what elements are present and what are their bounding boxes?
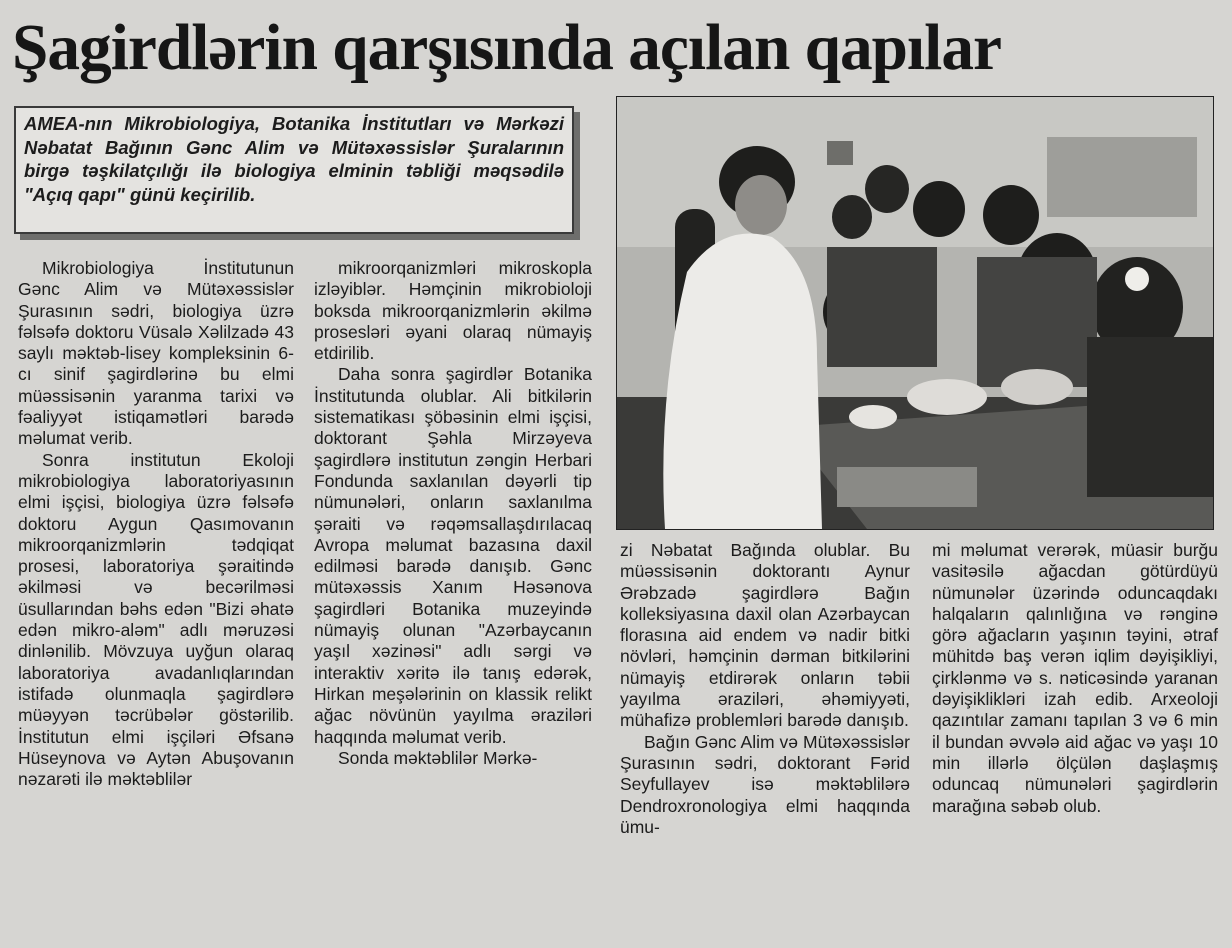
paragraph: zi Nəbatat Bağında olublar. Bu müəssisənin doktorantı Aynur Ərəbzadə şagirdlərə Bağın kolleksiyasına daxil olan Azərbaycan florasına aid endem və nadir bitki növləri, həmçinin dərman bitkilərini nümayiş etdirərək onların təbii yayılma əraziləri, əhəmiyyəti, mühafizə problemləri barədə danışıb. (620, 540, 910, 731)
lead-box (14, 106, 574, 234)
column-4 (932, 540, 1218, 817)
paragraph: mikroorqanizmləri mikroskopla izləyiblər. Həmçinin mikrobioloji boksda mikroorqanizmlərin əkilmə prosesləri əyani olaraq nümayiş etdirilib. (314, 258, 592, 364)
column-3 (620, 540, 910, 838)
column-1 (18, 258, 294, 790)
lead-text: AMEA-nın Mikrobiologiya, Botanika İnstitutları və Mərkəzi Nəbatat Bağının Gənc Alim və Mütəxəssislər Şuralarının birgə təşkilatçılığı ilə biologiya elminin təbliği məqsədilə "Açıq qapı" günü keçirilib. (24, 113, 564, 205)
paragraph: Daha sonra şagirdlər Botanika İnstitutunda olublar. Ali bitkilərin sistematikası şöbəsinin elmi işçisi, doktorant Şəhla Mirzəyeva şagirdlərə institutun zəngin Herbari Fondunda saxlanılan dəyərli tip nümunələri, onların saxlanılma şəraiti və rəqəmsallaşdırılacaq Avropa məlumat bazasına daxil edilməsi barədə danışıb. Gənc mütəxəssis Xanım Həsənova şagirdləri Botanika muzeyində nümayiş olunan "Azərbaycanın yaşıl xəzinəsi" adlı sərgi və interaktiv xəritə ilə tanış edərək, Hirkan meşələrinin on klassik relikt ağac növünün yayılma əraziləri haqqında məlumat verib. (314, 364, 592, 747)
paragraph: Bağın Gənc Alim və Mütəxəssislər Şurasının sədri, doktorant Fərid Seyfullayev isə məktəblilərə Dendroxronologiya elmi haqqında ümu- (620, 731, 910, 837)
paragraph: Mikrobiologiya İnstitutunun Gənc Alim və Mütəxəssislər Şurasının sədri, biologiya üzrə fəlsəfə doktoru Vüsalə Xəlilzadə 43 saylı məktəb-lisey kompleksinin 6-cı sinif şagirdlərinə bu elmi müəssisənin yaranma tarixi və fəaliyyət istiqamətləri barədə məlumat verib. (18, 258, 294, 449)
paragraph: Sonra institutun Ekoloji mikrobiologiya laboratoriyasının elmi işçisi, biologiya üzrə fəlsəfə doktoru Aygun Qasımovanın mikroorqanizmlərin tədqiqat prosesi, laboratoriya şəraitində əkilməsi və becərilməsi üsullarından bəhs edən "Bizi əhatə edən mikro-aləm" adlı məruzəsi dinlənilib. Mövzuya uyğun olaraq laboratoriya avadanlıqlarından istifadə olunmaqla şagirdlərə müəyyən təcrübələr göstərilib. İnstitutun elmi işçiləri Əfsanə Hüseynova və Aytən Abuşovanın nəzarəti ilə məktəblilər (18, 449, 294, 790)
headline: Şagirdlərin qarşısında açılan qapılar (12, 11, 1002, 84)
article-photo (616, 96, 1214, 530)
paragraph: Sonda məktəblilər Mərkə- (338, 747, 538, 768)
paragraph: mi məlumat verərək, müasir burğu vasitəsilə ağacdan götürdüyü nümunələr üzərində oduncaqdakı halqaların qalınlığına və rənginə görə ağacların yaşının təyini, ətraf mühitdə baş verən iqlim dəyişikliyi, çirklənmə və s. nəticəsində yaranan dəyişiklikləri izah edib. Arxeoloji qazıntılar zamanı tapılan 3 və 6 min il bundan əvvələ aid ağac və yaşı 10 min illərlə ölçülən daşlaşmış oduncaq nümunələri şagirdlərin marağına səbəb olub. (932, 540, 1218, 816)
column-2 (314, 258, 592, 769)
